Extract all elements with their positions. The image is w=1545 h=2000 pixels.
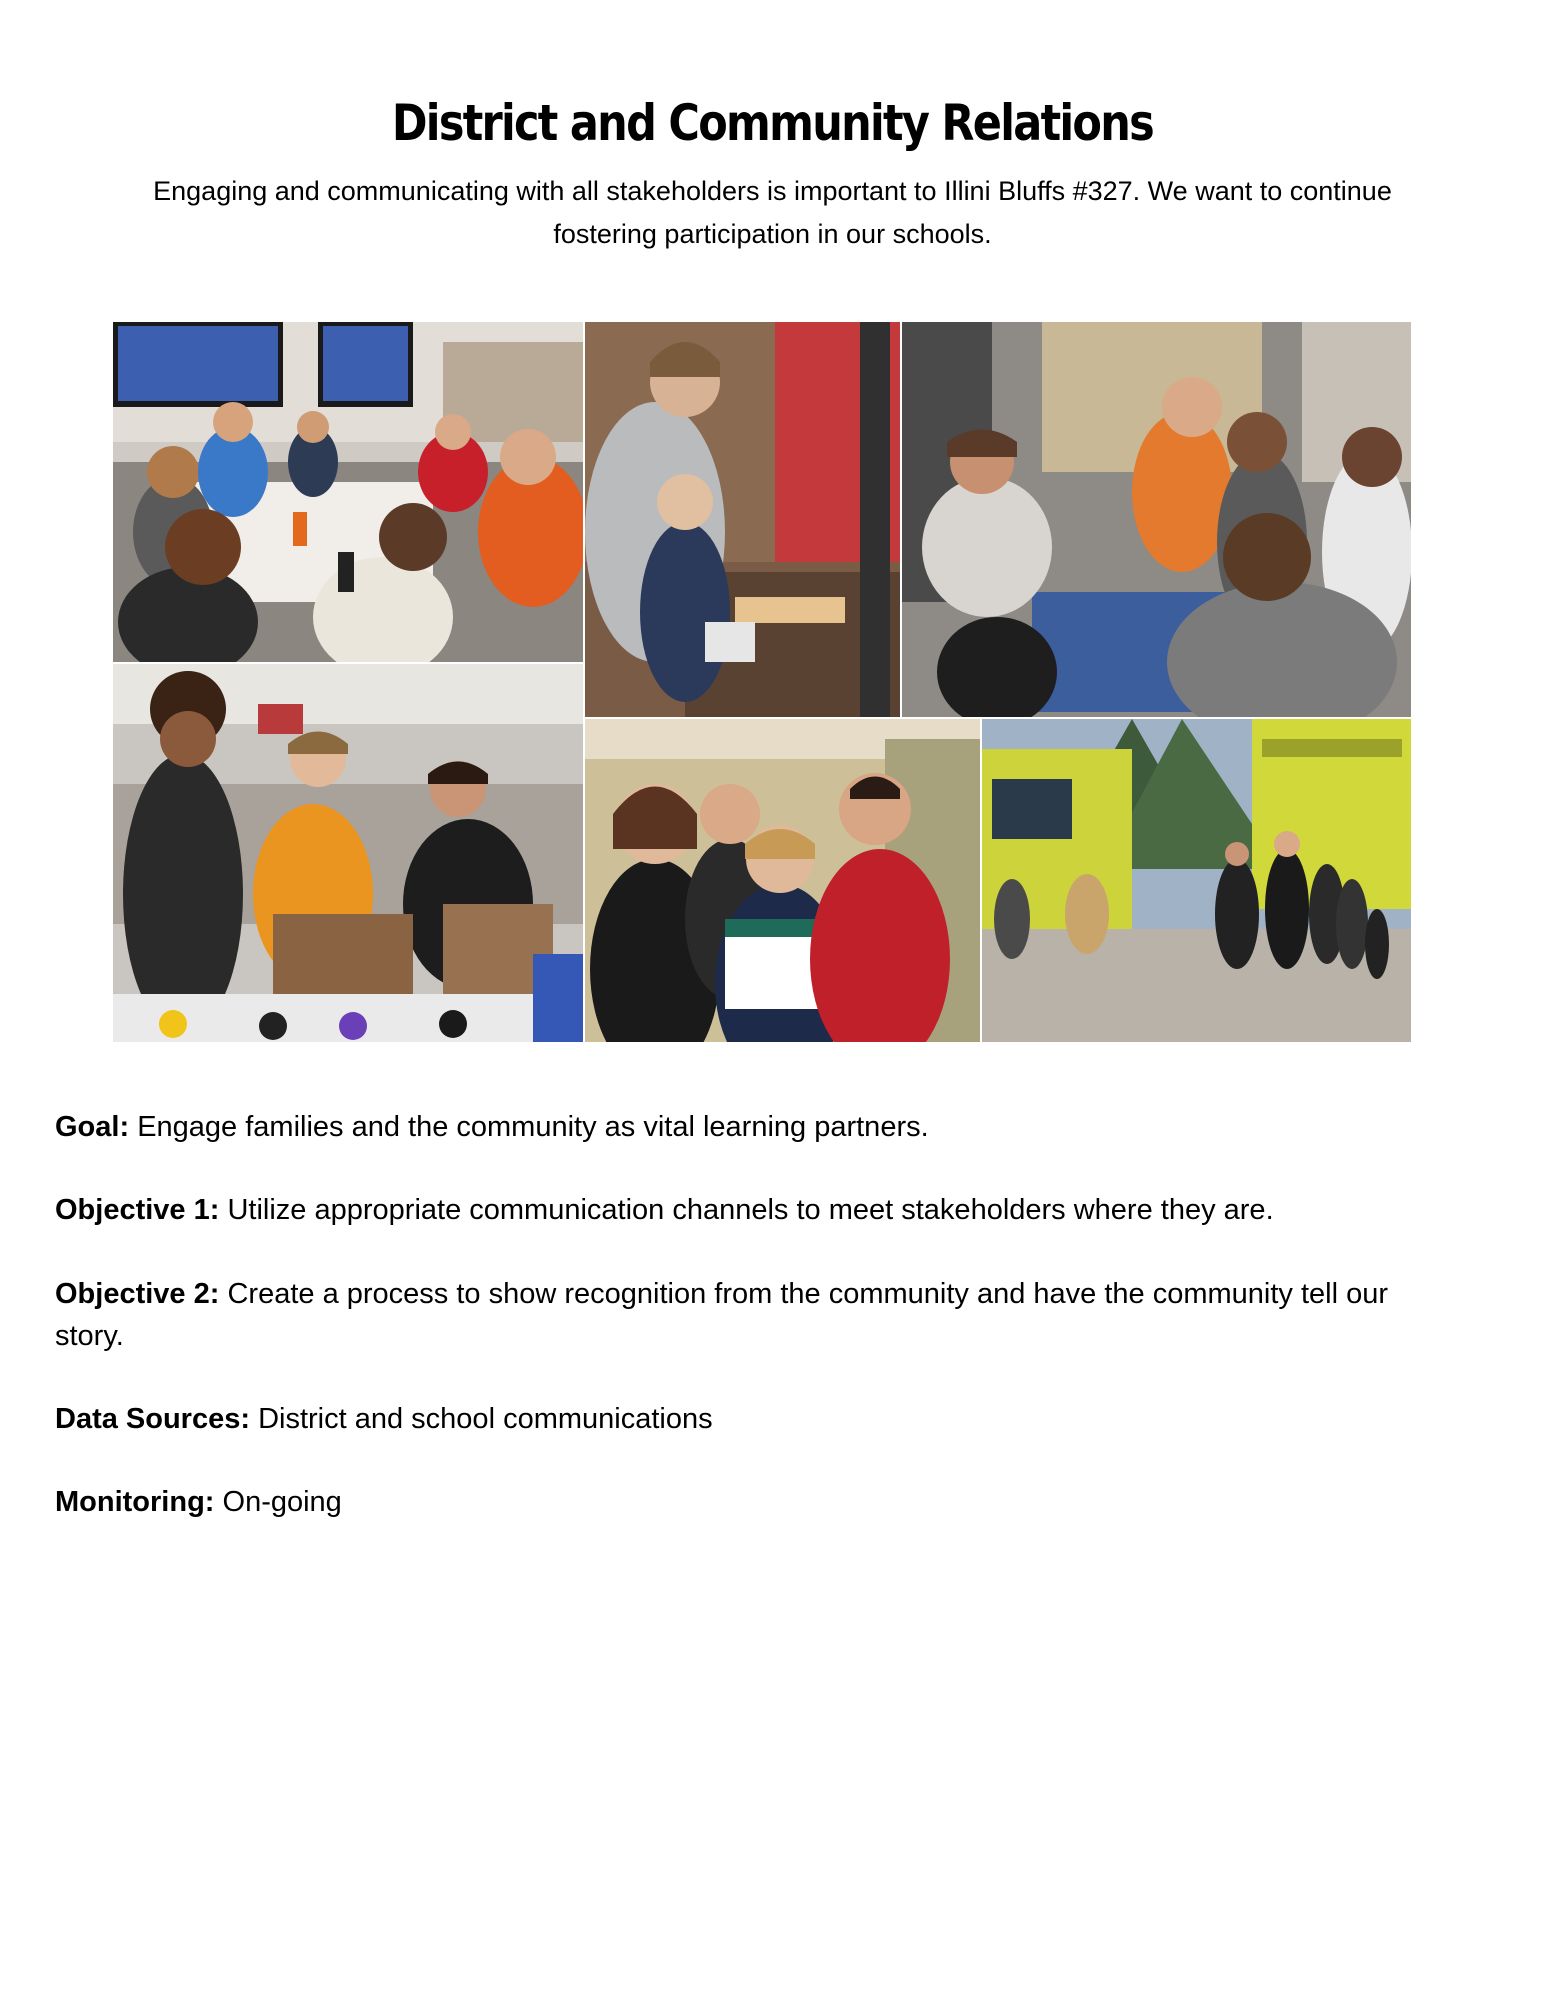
photo-woodshop-mentoring bbox=[585, 322, 900, 717]
intro-paragraph: Engaging and communicating with all stakeholders is important to Illini Bluffs #327. We want to continue fostering participation in our schools. bbox=[153, 176, 1392, 249]
objective-2-label: Objective 2: bbox=[55, 1278, 220, 1310]
objective-1-label: Objective 1: bbox=[55, 1194, 220, 1226]
data-sources-text: District and school communications bbox=[258, 1403, 713, 1435]
goal-statement bbox=[55, 1106, 1435, 1148]
photo-planning-meeting bbox=[113, 322, 583, 662]
photo-teacher-recognition bbox=[585, 719, 980, 1042]
data-sources-statement bbox=[55, 1398, 1435, 1440]
goal-label: Goal: bbox=[55, 1111, 130, 1143]
data-sources-label: Data Sources: bbox=[55, 1403, 251, 1435]
page-title: District and Community Relations bbox=[391, 94, 1154, 152]
objective-1-text: Utilize appropriate communication channels to meet stakeholders where they are. bbox=[227, 1194, 1274, 1226]
monitoring-text: On-going bbox=[222, 1486, 342, 1518]
objective-2-text: Create a process to show recognition from the community and have the community tell our story. bbox=[55, 1278, 1389, 1352]
monitoring-label: Monitoring: bbox=[55, 1486, 215, 1518]
monitoring-statement bbox=[55, 1481, 1435, 1523]
objective-2-statement bbox=[55, 1273, 1435, 1357]
photo-food-drive-volunteers bbox=[113, 664, 583, 1042]
objective-1-statement bbox=[55, 1189, 1435, 1231]
photo-fire-truck-visit bbox=[982, 719, 1411, 1042]
photo-collage bbox=[113, 322, 1411, 1042]
photo-metal-shop-visit bbox=[902, 322, 1411, 717]
goal-text: Engage families and the community as vital learning partners. bbox=[137, 1111, 929, 1143]
